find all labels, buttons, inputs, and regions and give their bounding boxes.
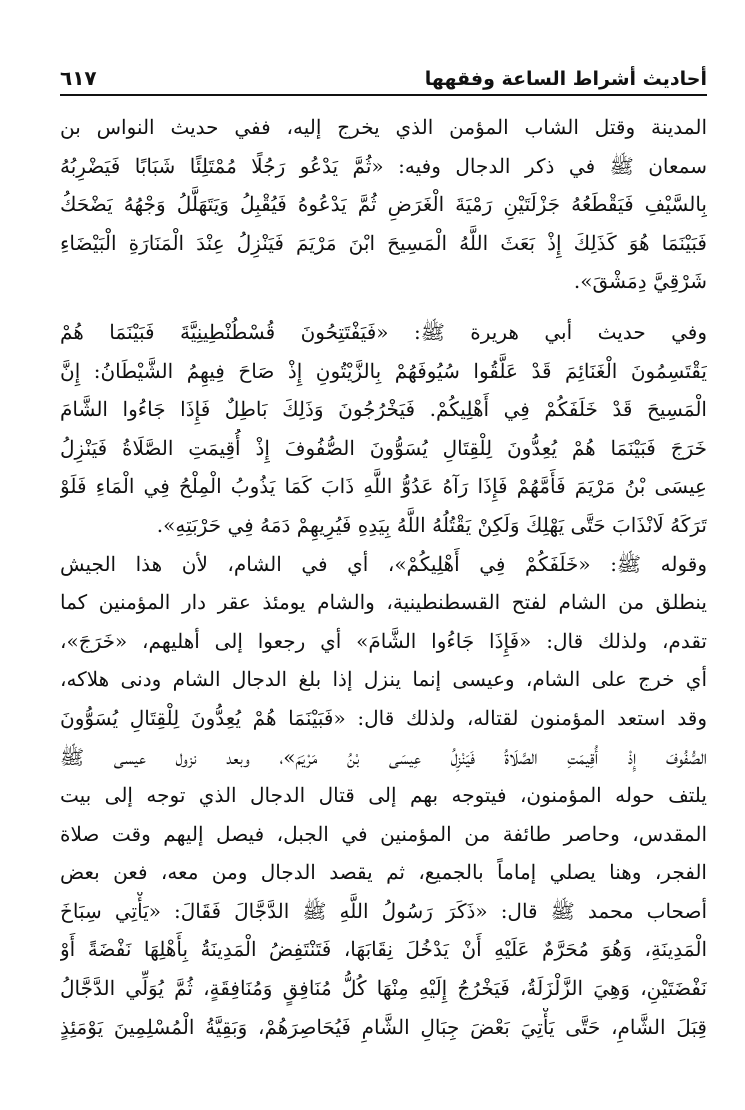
text-line: الْمَسِيحَ قَدْ خَلَفَكُمْ فِي أَهْلِيكُمْ. فَيَخْرُجُونَ وَذَلِكَ بَاطِلٌ فَإِذَا جَاءُوا الشَّامَ xyxy=(60,397,707,422)
text-line: أصحاب محمد ﷺ قال: «ذَكَرَ رَسُولُ اللَّهِ ﷺ الدَّجَّالَ فَقَالَ: «يَأْتِي سِبَاخَ xyxy=(60,898,707,923)
text-line: تقدم، ولذلك قال: «فَإِذَا جَاءُوا الشَّامَ» أي رجعوا إلى أهليهم، «خَرَجَ»، xyxy=(60,628,707,653)
text-line: تَرَكَهُ لَانْذَابَ حَتَّى يَهْلِكَ وَلَكِنْ يَقْتُلُهُ اللَّهُ بِيَدِهِ فَيُرِيهِمْ دَمَهُ فِي حَرْبَتِهِ». xyxy=(156,512,707,537)
text-line: المدينة وقتل الشاب المؤمن الذي يخرج إليه، ففي حديث النواس بن xyxy=(60,115,707,139)
text-line: الْمَدِينَةِ، وَهُوَ مُحَرَّمٌ عَلَيْهِ أَنْ يَدْخُلَ نِقَابَهَا، فَتَنْتَفِضُ الْمَدِينَةُ بِأَهْلِهَا نَفْضَةً أَوْ xyxy=(60,937,707,962)
text-line: وقد استعد المؤمنون لقتاله، ولذلك قال: «فَبَيْنَمَا هُمْ يُعِدُّونَ لِلْقِتَالِ يُسَوُّونَ xyxy=(60,705,707,730)
text-line: قِبَلَ الشَّامِ، حَتَّى يَأْتِيَ بَعْضَ جِبَالِ الشَّامِ فَيُحَاصِرَهُمْ، وَبَقِيَّةُ الْمُسْلِمِينَ يَوْمَئِذٍ xyxy=(60,1014,707,1039)
text-line: فَبَيْنَمَا هُوَ كَذَلِكَ إِذْ بَعَثَ اللَّهُ الْمَسِيحَ ابْنَ مَرْيَمَ فَيَنْزِلُ عِنْدَ الْمَنَارَةِ الْبَيْضَاءِ xyxy=(60,230,707,255)
text-line: شَرْقِيَّ دِمَشْقَ». xyxy=(573,269,707,294)
text-line: سمعان ﷺ في ذكر الدجال وفيه: «ثُمَّ يَدْعُو رَجُلًا مُمْتَلِئًا شَبَابًا فَيَضْرِبُهُ xyxy=(60,153,707,178)
text-line: الفجر، وهنا يصلي إماماً بالجميع، ثم يقصد الدجال ومن معه، فعن بعض xyxy=(60,860,707,885)
paragraph-gap xyxy=(60,301,707,313)
paragraph-1 xyxy=(60,108,707,301)
text-line: وقوله ﷺ: «خَلَفَكُمْ فِي أَهْلِيكُمْ»، أي في الشام، لأن هذا الجيش xyxy=(60,551,707,576)
text-line: ينطلق من الشام لفتح القسطنطينية، والشام يومئذ عقر دار المؤمنين كما xyxy=(60,590,707,615)
page-number: ٦١٧ xyxy=(60,66,97,90)
text-line: يَقْتَسِمُونَ الْغَنَائِمَ قَدْ عَلَّقُوا سُيُوفَهُمْ بِالزَّيْتُونِ إِذْ صَاحَ فِيهِمُ الشَّيْطَانُ: إِنَّ xyxy=(60,358,707,383)
text-line: أي خرج على الشام، وعيسى إنما ينزل إذا بلغ الدجال الشام ودنى هلاكه، xyxy=(60,667,707,692)
text-line: عِيسَى بْنُ مَرْيَمَ فَأَمَّهُمْ فَإِذَا رَآهُ عَدُوُّ اللَّهِ ذَابَ كَمَا يَذُوبُ الْمِلْحُ فِي الْمَاءِ فَلَوْ xyxy=(60,474,707,499)
text-line: المقدس، وحاصر طائفة من المؤمنين في الجبل، فيصل إليهم وقت صلاة xyxy=(60,821,707,846)
text-line: خَرَجَ فَبَيْنَمَا هُمْ يُعِدُّونَ لِلْقِتَالِ يُسَوُّونَ الصُّفُوفَ إِذْ أُقِيمَتِ الصَّلَاةُ فَيَنْزِلُ xyxy=(60,435,707,460)
text-line: الصُّفُوفَ إِذْ أُقِيمَتِ الصَّلَاةُ فَيَنْزِلُ عِيسَى بْنُ مَرْيَمَ»، وبعد نزول عيسى ﷺ xyxy=(60,744,707,769)
text-line: يلتف حوله المؤمنون، فيتوجه بهم إلى قتال الدجال الذي توجه إلى بيت xyxy=(60,783,707,808)
header-rule xyxy=(60,94,707,96)
text-line: وفي حديث أبي هريرة ﷺ: «فَيَفْتَتِحُونَ قُسْطُنْطِينِيَّةَ فَبَيْنَمَا هُمْ xyxy=(60,319,707,344)
text-line: نَفْضَتَيْنِ، وَهِيَ الزَّلْزَلَةُ، فَيَخْرُجُ إِلَيْهِ مِنْهَا كُلُّ مُنَافِقٍ وَمُنَافِقَةٍ، ثُمَّ يُوَلِّي الدَّجَّالُ xyxy=(60,976,707,1001)
running-title: أحاديث أشراط الساعة وفقهها xyxy=(424,68,707,90)
paragraph-2 xyxy=(60,313,707,545)
page-header xyxy=(60,56,707,90)
paragraph-3 xyxy=(60,545,707,1047)
page-body xyxy=(60,108,707,1046)
text-line: بِالسَّيْفِ فَيَقْطَعُهُ جَزْلَتَيْنِ رَمْيَةَ الْغَرَضِ ثُمَّ يَدْعُوهُ فَيُقْبِلُ وَيَتَهَلَّلُ وَجْهُهُ يَضْحَكُ xyxy=(60,192,707,217)
